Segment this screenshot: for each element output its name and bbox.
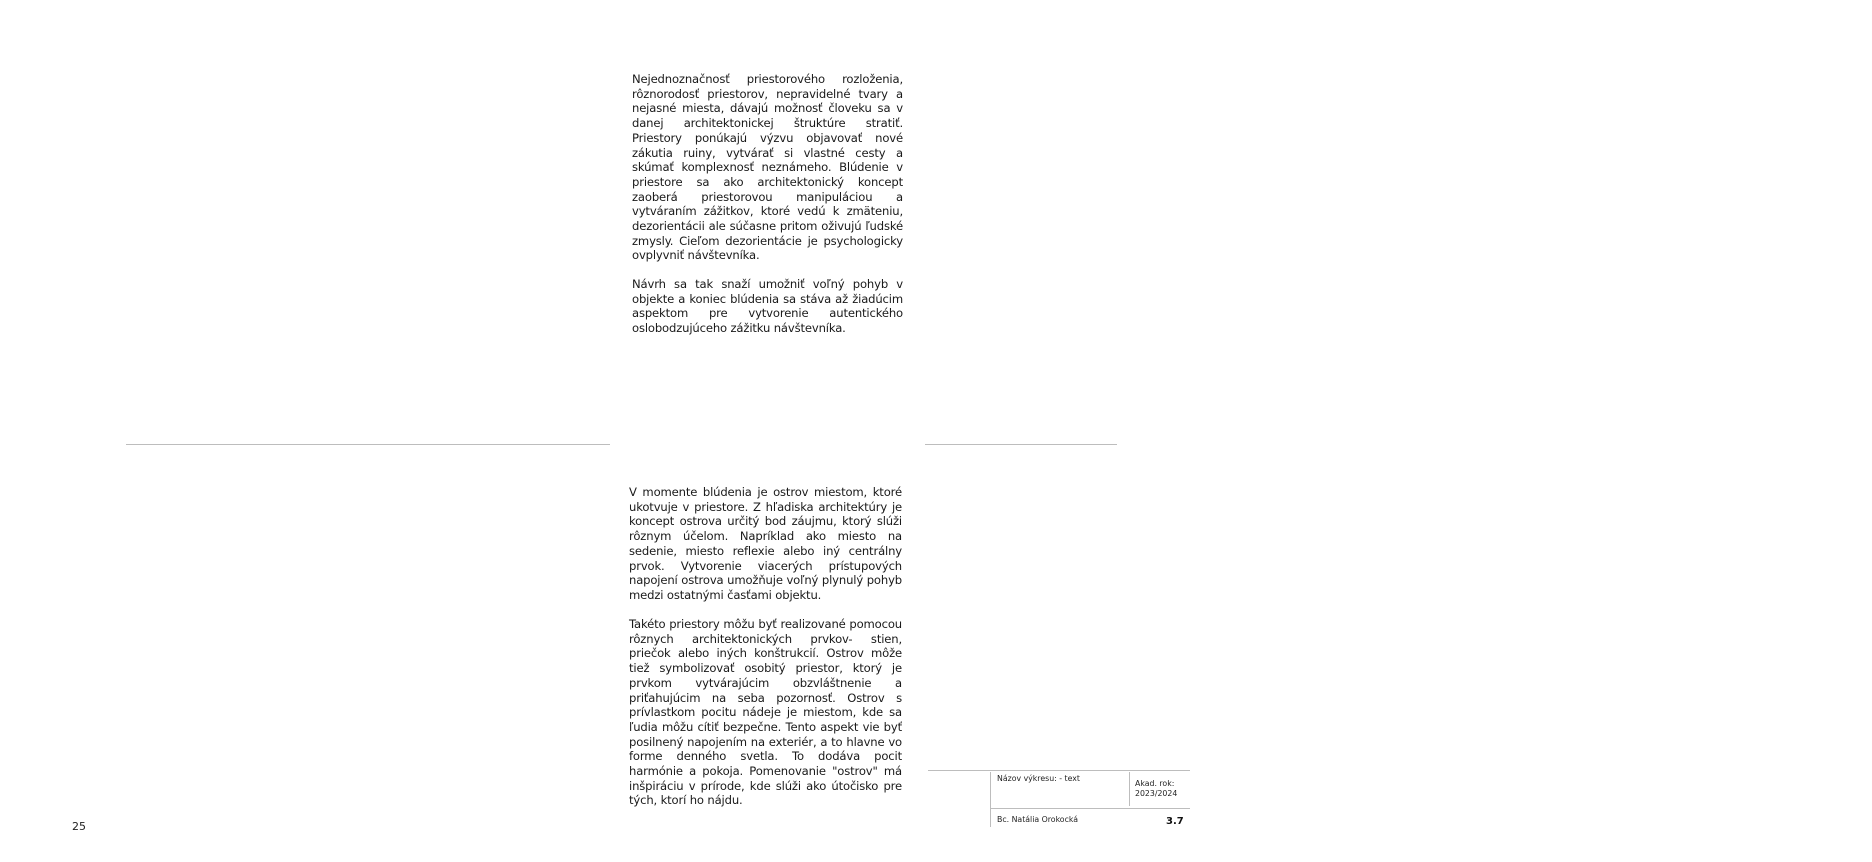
title-block-separator-line: [1129, 772, 1130, 806]
academic-year-value: 2023/2024: [1135, 789, 1178, 798]
text-paragraph: Návrh sa tak snaží umožniť voľný pohyb v objekte a koniec blúdenia sa stáva až žiadúcim aspektom pre vytvorenie autentického oslobodzujúceho zážitku návštevníka.: [632, 277, 903, 336]
drawing-name: Názov výkresu: - text: [997, 774, 1080, 783]
text-paragraph: Takéto priestory môžu byť realizované pomocou rôznych architektonických prvkov- stien, priečok alebo iných konštrukcií. Ostrov môže tiež symbolizovať osobitý priestor, ktorý je prvkom vytvárajúcim obzvláštnenie a priťahujúcim na seba pozornosť. Ostrov s prívlastkom pocitu nádeje je miestom, kde sa ľudia môžu cítiť bezpečne. Tento aspekt vie byť posilnený napojením na exteriér, a to hlavne vo forme denného svetla. To dodáva pocit harmónie a pokoja. Pomenovanie "ostrov" má inšpiráciu v prírode, kde slúži ako útočisko pre tých, ktorí ho nájdu.: [629, 617, 902, 808]
text-paragraph: Nejednoznačnosť priestorového rozloženia, rôznorodosť priestorov, nepravidelné tvary a nejasné miesta, dávajú možnosť človeku sa v danej architektonickej štruktúre stratiť. Priestory ponúkajú výzvu objavovať nové zákutia ruiny, vytvárať si vlastné cesty a skúmať komplexnosť neznámeho. Blúdenie v priestore sa ako architektonický koncept zaoberá priestorovou manipuláciou a vytváraním zážitkov, ktoré vedú k zmäteniu, dezorientácii ale súčasne pritom oživujú ľudské zmysly. Cieľom dezorientácie je psychologicky ovplyvniť návštevníka.: [632, 72, 903, 263]
title-block-middle-line: [990, 808, 1190, 809]
page-number: 25: [72, 820, 86, 833]
title-block-left-line: [990, 772, 991, 827]
sheet-number: 3.7: [1166, 816, 1184, 827]
author-name: Bc. Natália Orokocká: [997, 815, 1079, 824]
divider-line: [925, 444, 1117, 445]
text-paragraph: V momente blúdenia je ostrov miestom, ktoré ukotvuje v priestore. Z hľadiska architektúry je koncept ostrova určitý bod záujmu, ktorý slúži rôznym účelom. Napríklad ako miesto na sedenie, miesto reflexie alebo iný centrálny prvok. Vytvorenie viacerých prístupových napojení ostrova umožňuje voľný plynulý pohyb medzi ostatnými časťami objektu.: [629, 485, 902, 602]
title-block-top-line: [928, 770, 1190, 771]
divider-line: [126, 444, 610, 445]
academic-year-label: Akad. rok:: [1135, 779, 1175, 788]
